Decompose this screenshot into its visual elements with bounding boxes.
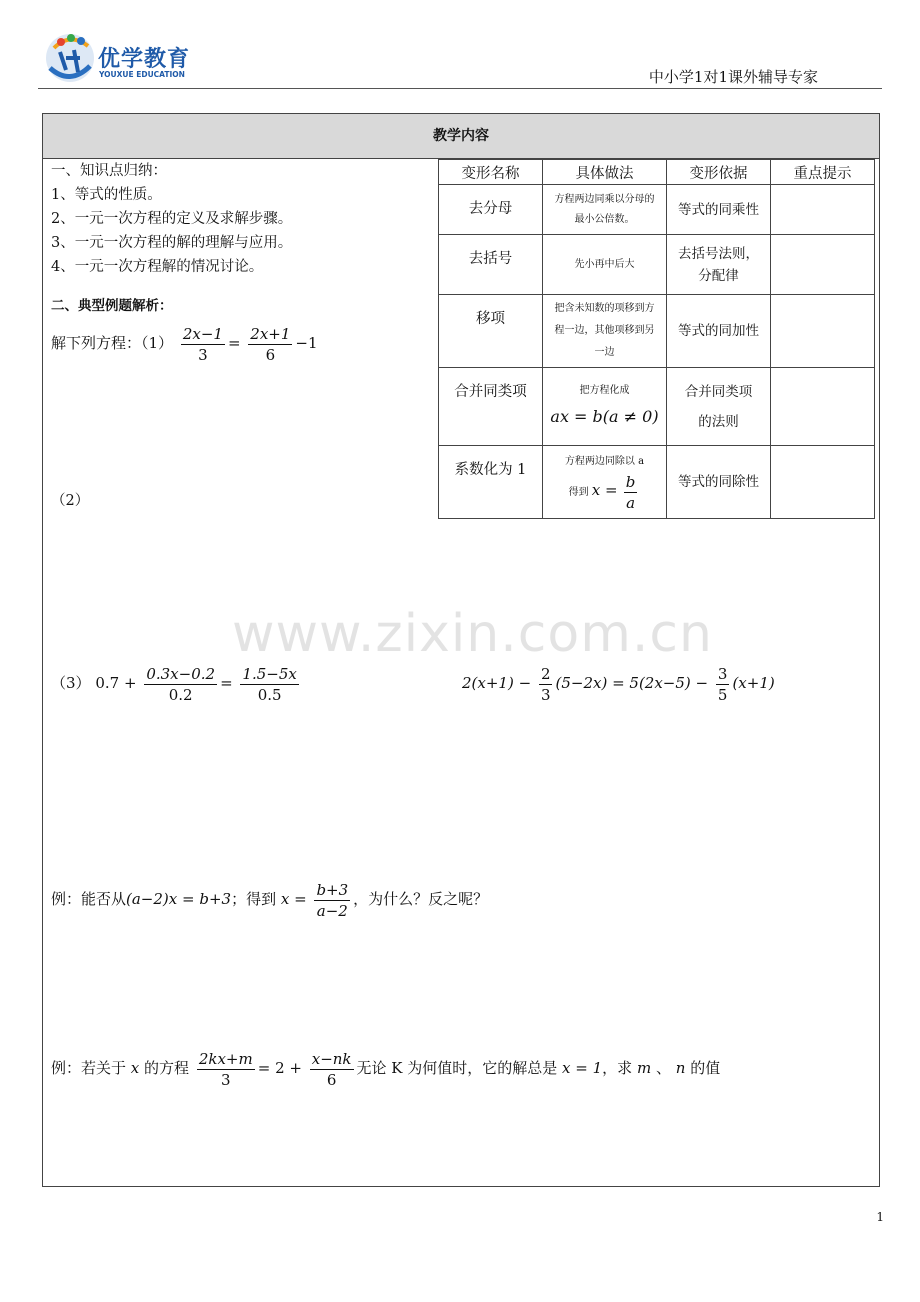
example-2-text-e: 的值 <box>690 1059 721 1077</box>
example-2-text-c: 无论 K 为何值时，它的解总是 <box>356 1059 558 1077</box>
example-1-text-a: 例：能否从 <box>51 890 127 908</box>
numerator: 2x+1 <box>250 324 291 343</box>
denominator: 0.5 <box>257 685 282 704</box>
denominator: 3 <box>540 685 551 704</box>
fraction <box>240 664 298 705</box>
denominator: 5 <box>717 685 728 704</box>
table-header-cell: 具体做法 <box>543 160 667 185</box>
row-basis: 等式的同加性 <box>667 295 771 368</box>
row-method: 方程两边同除以 a <box>564 455 645 467</box>
watermark: www.zixin.com.cn <box>232 604 713 664</box>
fraction <box>314 880 350 921</box>
denominator: 6 <box>326 1070 337 1089</box>
table-row <box>439 446 875 519</box>
example-2-separator: 、 <box>655 1059 671 1077</box>
examples-heading: 二、典型例题解析： <box>51 298 173 314</box>
row-tip <box>771 235 875 295</box>
row-name: 移项 <box>439 295 543 368</box>
fraction <box>181 324 225 365</box>
logo-chinese-name: 优学教育 <box>98 47 191 72</box>
example-2 <box>51 1045 720 1091</box>
denominator: a−2 <box>316 901 348 920</box>
example-2-solution: x = 1 <box>562 1059 603 1077</box>
fraction <box>197 1049 255 1090</box>
example-1 <box>51 876 488 922</box>
denominator: 0.2 <box>168 685 193 704</box>
example-2-x: x <box>130 1059 140 1077</box>
example-2-m: m <box>636 1059 652 1077</box>
fraction <box>310 1049 354 1090</box>
example-1-text-b: ；得到 <box>231 890 277 908</box>
row-name: 合并同类项 <box>439 368 543 446</box>
fraction <box>248 324 292 365</box>
header-divider <box>38 88 882 89</box>
row-method-cell <box>543 368 667 446</box>
numerator: b <box>625 472 636 491</box>
row-method-cell <box>543 446 667 519</box>
row-method: 把方程化成 <box>579 384 630 396</box>
equation-4-part-c: (x+1) <box>732 674 775 692</box>
equation-1-tail: −1 <box>295 334 318 352</box>
table-row <box>439 185 875 235</box>
row-method-x: x = <box>591 480 618 499</box>
knowledge-item: 3、一元一次方程的解的理解与应用。 <box>51 235 293 251</box>
logo <box>44 28 204 88</box>
page-number: 1 <box>876 1210 884 1224</box>
row-method-result <box>543 472 666 513</box>
numerator: x−nk <box>311 1049 352 1068</box>
logo-mark-icon <box>44 28 96 84</box>
row-method: 方程两边同乘以分母的最小公倍数。 <box>543 185 667 235</box>
row-basis: 合并同类项的法则 <box>667 368 771 446</box>
equation-3: （3） 0.7 + $\frac{0.3x-0.2}{0.2}$ = $\frac{1.5-5x}{0.5}$ <box>51 664 297 704</box>
equation-3-head: 0.7 + <box>95 674 137 692</box>
header-tagline: 中小学1对1课外辅导专家 <box>648 68 818 86</box>
knowledge-item: 4、一元一次方程解的情况讨论。 <box>51 259 264 275</box>
table-header-row <box>439 160 875 185</box>
denominator: 3 <box>221 1070 231 1089</box>
example-2-text-b: 的方程 <box>144 1059 190 1077</box>
row-basis: 去括号法则，分配律 <box>667 235 771 295</box>
equation-4-part-a: 2(x+1) − <box>462 674 532 692</box>
row-tip <box>771 295 875 368</box>
row-tip <box>771 446 875 519</box>
example-2-text-a: 例：若关于 <box>51 1059 127 1077</box>
knowledge-item: 2、一元一次方程的定义及求解步骤。 <box>51 211 293 227</box>
table-header-cell: 变形名称 <box>439 160 543 185</box>
knowledge-item: 1、等式的性质。 <box>51 187 162 203</box>
row-basis: 等式的同除性 <box>667 446 771 519</box>
equation-1-intro: 解下列方程：（1） <box>51 334 174 352</box>
row-method: 把含未知数的项移到方程一边，其他项移到另一边 <box>543 295 667 368</box>
knowledge-heading: 一、知识点归纳： <box>51 163 167 179</box>
table-header-cell: 变形依据 <box>667 160 771 185</box>
row-tip <box>771 368 875 446</box>
example-2-n: n <box>675 1059 686 1077</box>
numerator: 0.3x−0.2 <box>146 664 216 683</box>
fraction <box>716 664 730 705</box>
numerator: 3 <box>717 664 728 683</box>
denominator: 3 <box>198 345 208 364</box>
example-2-mid: = 2 + <box>257 1059 302 1077</box>
row-name: 去分母 <box>439 185 543 235</box>
denominator: a <box>626 493 636 512</box>
numerator: 2kx+m <box>198 1049 253 1068</box>
numerator: b+3 <box>316 880 349 899</box>
example-2-text-d: ，求 <box>602 1059 633 1077</box>
problem-3-label: （3） <box>51 674 91 692</box>
table-row <box>439 368 875 446</box>
row-basis: 等式的同乘性 <box>667 185 771 235</box>
numerator: 1.5−5x <box>242 664 297 683</box>
numerator: 2x−1 <box>182 324 223 343</box>
fraction <box>624 472 638 513</box>
row-method-result-label: 得到 <box>568 486 589 498</box>
equation-4-part-b: (5−2x) = 5(2x−5) − <box>555 674 709 692</box>
logo-english-name: YOUXUE EDUCATION <box>99 70 185 79</box>
row-name: 去括号 <box>439 235 543 295</box>
transformation-table <box>438 159 875 519</box>
section-title: 教学内容 <box>43 114 879 159</box>
table-row <box>439 235 875 295</box>
numerator: 2 <box>540 664 551 683</box>
fraction <box>144 664 217 705</box>
row-method-equation: ax = b(a ≠ 0) <box>550 406 659 426</box>
table-row <box>439 295 875 368</box>
example-1-x: x = <box>280 890 307 908</box>
equation-1: 解下列方程：（1） $\frac{2x-1}{3}$ = $\frac{2x+1}{6}$ −1 <box>51 324 318 364</box>
row-name: 系数化为 1 <box>439 446 543 519</box>
equation-4 <box>462 660 775 706</box>
example-1-equation: (a−2)x = b+3 <box>126 890 232 908</box>
row-tip <box>771 185 875 235</box>
table-header-cell: 重点提示 <box>771 160 875 185</box>
denominator: 6 <box>265 345 276 364</box>
row-method: 先小再中后大 <box>543 235 667 295</box>
example-1-text-c: ，为什么？反之呢？ <box>353 890 489 908</box>
problem-2-label: （2） <box>51 493 90 509</box>
fraction <box>539 664 553 705</box>
